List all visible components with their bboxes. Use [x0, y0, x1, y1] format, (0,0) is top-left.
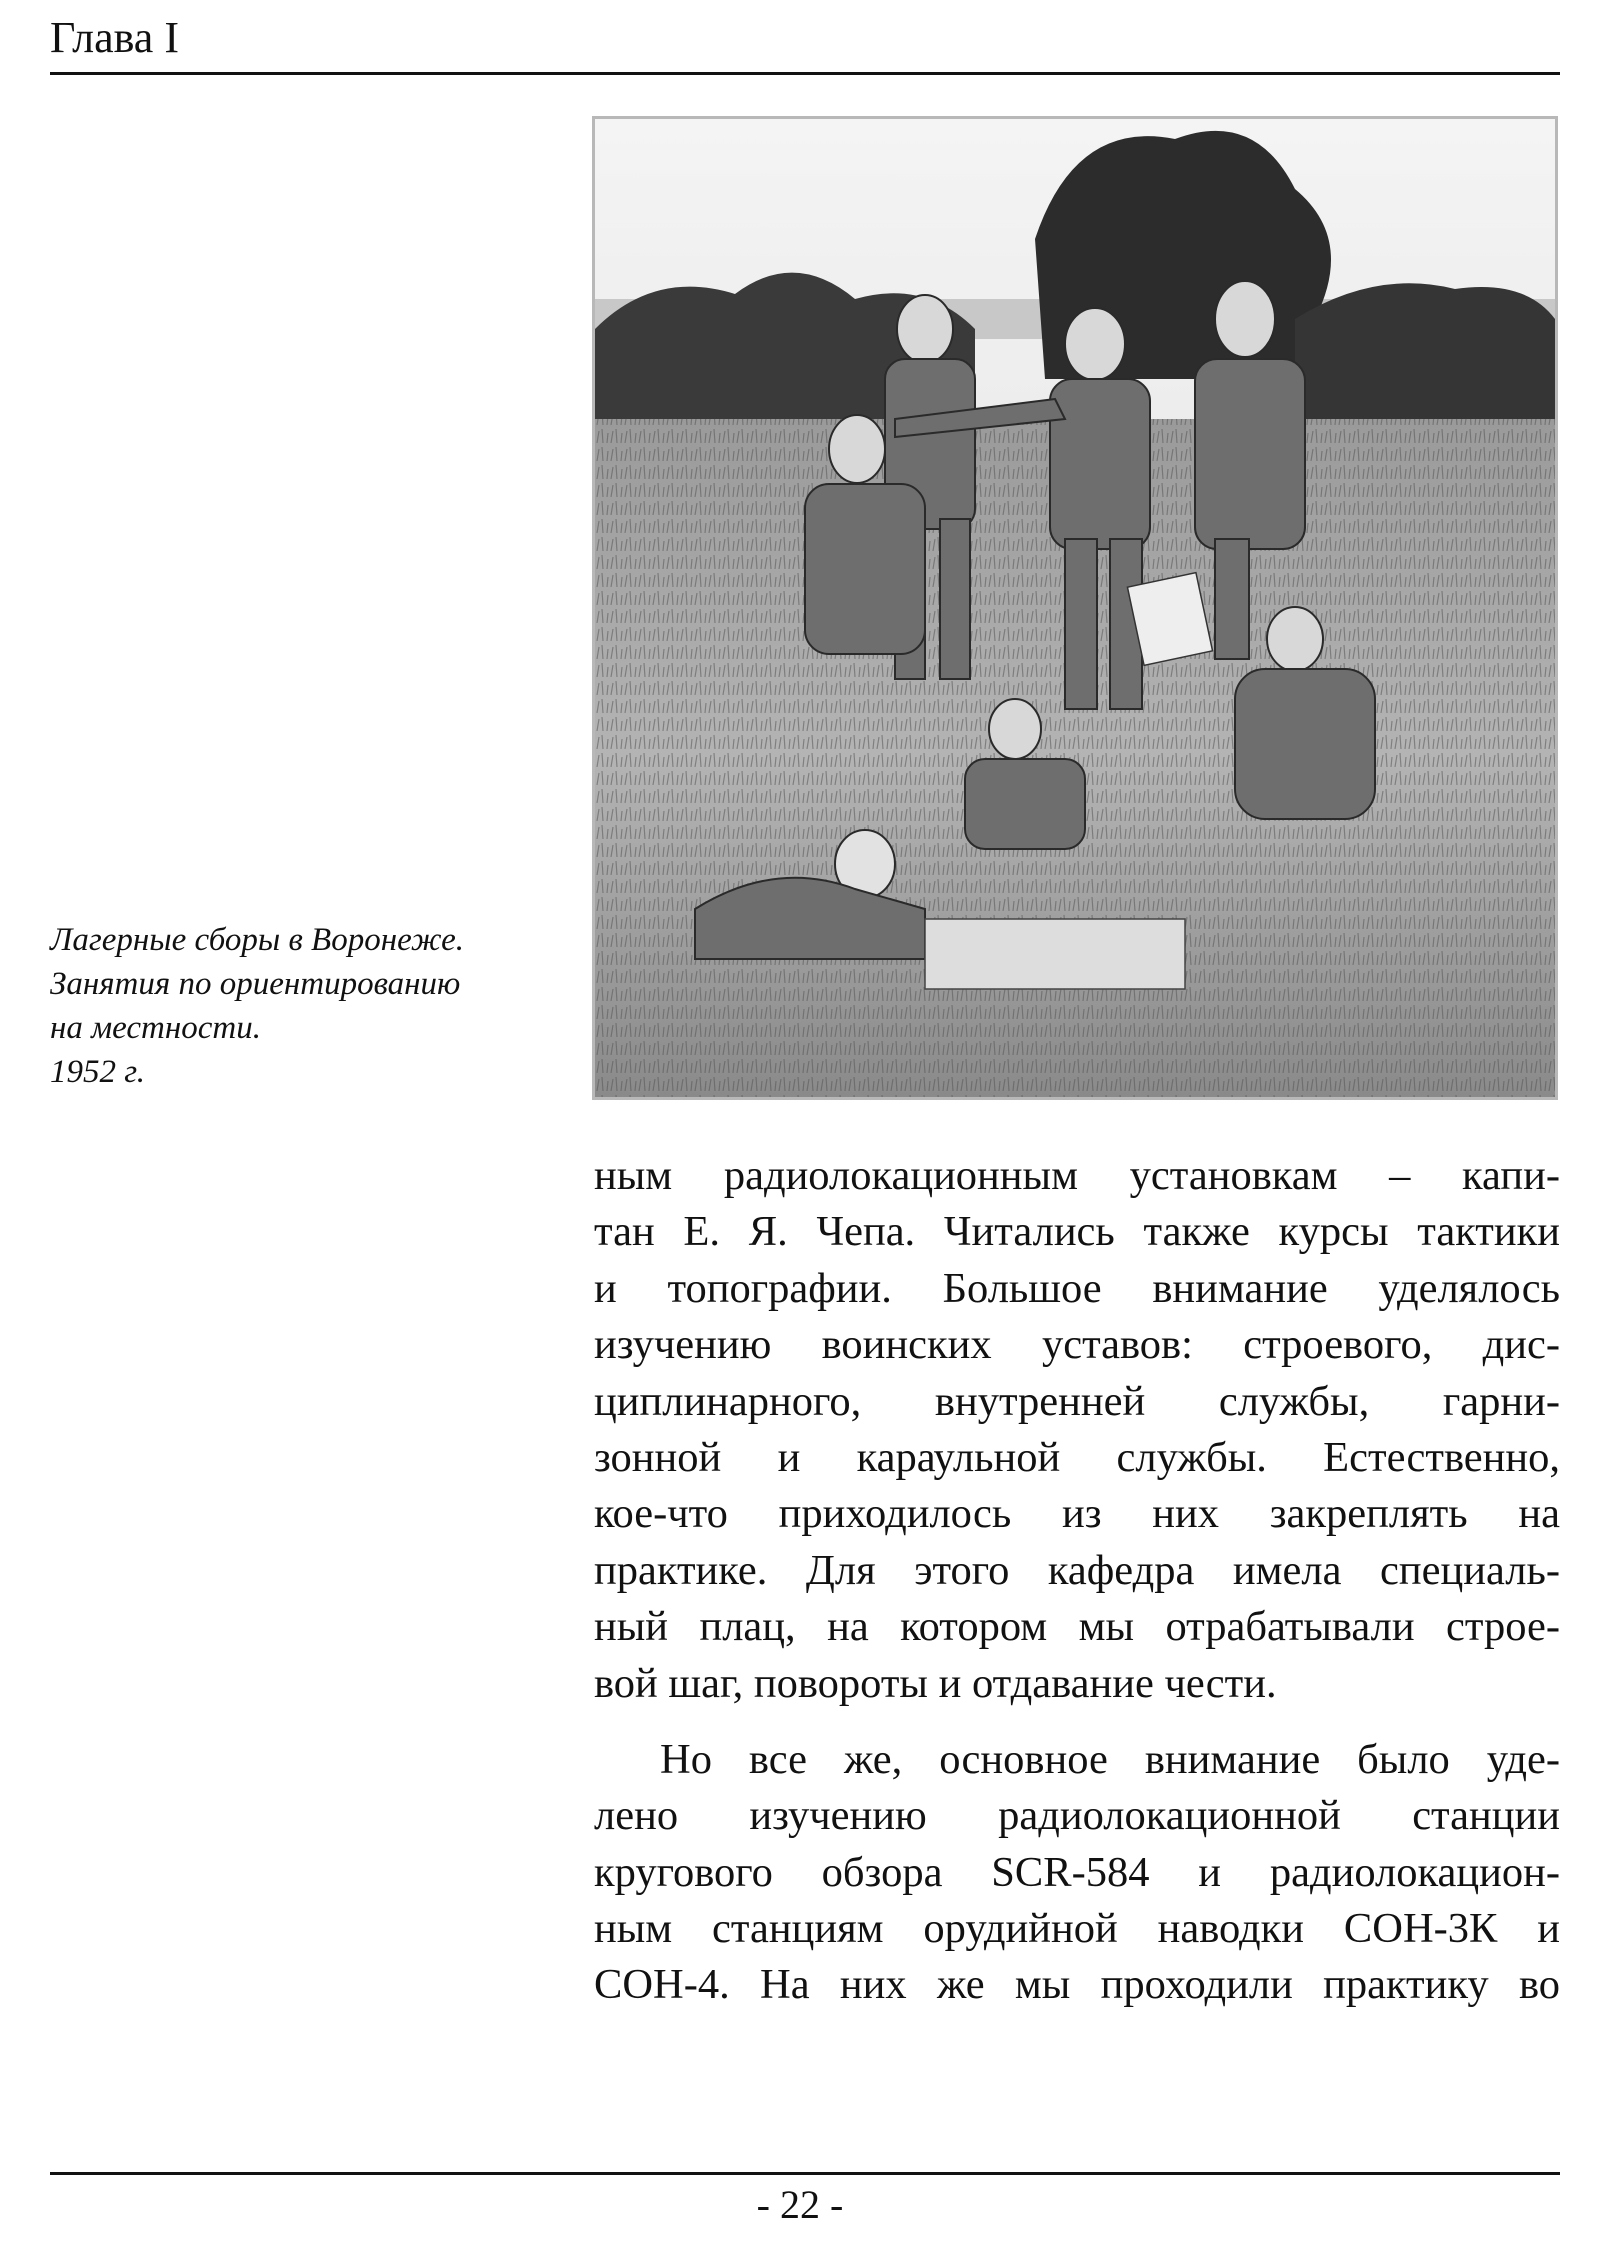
caption-line: 1952 г. — [50, 1054, 145, 1090]
text-line: кое-что приходилось из них закреплять на — [594, 1490, 1560, 1538]
footer-rule — [50, 2172, 1560, 2175]
text-line: ным радиолокационным установкам – капи- — [594, 1152, 1560, 1199]
text-line: изучению воинских уставов: строевого, дис- — [594, 1321, 1560, 1369]
text-line: зонной и караульной службы. Естественно, — [594, 1433, 1560, 1481]
text-line: Но все же, основное внимание было уде- — [660, 1735, 1560, 1783]
text-line: практике. Для этого кафедра имела специаль- — [594, 1546, 1560, 1594]
figure-caption — [50, 918, 570, 1094]
caption-line: Занятия по ориентированию — [50, 966, 461, 1002]
caption-line: Лагерные сборы в Воронеже. — [50, 922, 465, 958]
text-line: ный плац, на котором мы отрабатывали строе- — [594, 1603, 1560, 1651]
text-line: СОН-4. На них же мы проходили практику во — [594, 1961, 1560, 2009]
text-line: ным станциям орудийной наводки СОН-3К и — [594, 1905, 1560, 1953]
text-line: циплинарного, внутренней службы, гарни- — [594, 1377, 1560, 1425]
text-line: вой шаг, повороты и отдавание чести. — [594, 1659, 1277, 1707]
text-line: лено изучению радиолокационной станции — [594, 1792, 1560, 1840]
text-line: и топографии. Большое внимание уделялось — [594, 1264, 1560, 1312]
header-rule — [50, 72, 1560, 75]
page-number: - 22 - — [756, 2182, 844, 2227]
running-head: Глава I — [50, 13, 179, 62]
text-line: тан Е. Я. Чепа. Читались также курсы тактики — [594, 1208, 1560, 1256]
photo — [592, 116, 1558, 1100]
body-text — [594, 1148, 1560, 2014]
paragraph-gap — [594, 1712, 1560, 1732]
text-line: кругового обзора SCR-584 и радиолокацион- — [594, 1848, 1560, 1896]
photo-soldiers-in-field — [595, 119, 1555, 1097]
caption-line: на местности. — [50, 1010, 261, 1046]
